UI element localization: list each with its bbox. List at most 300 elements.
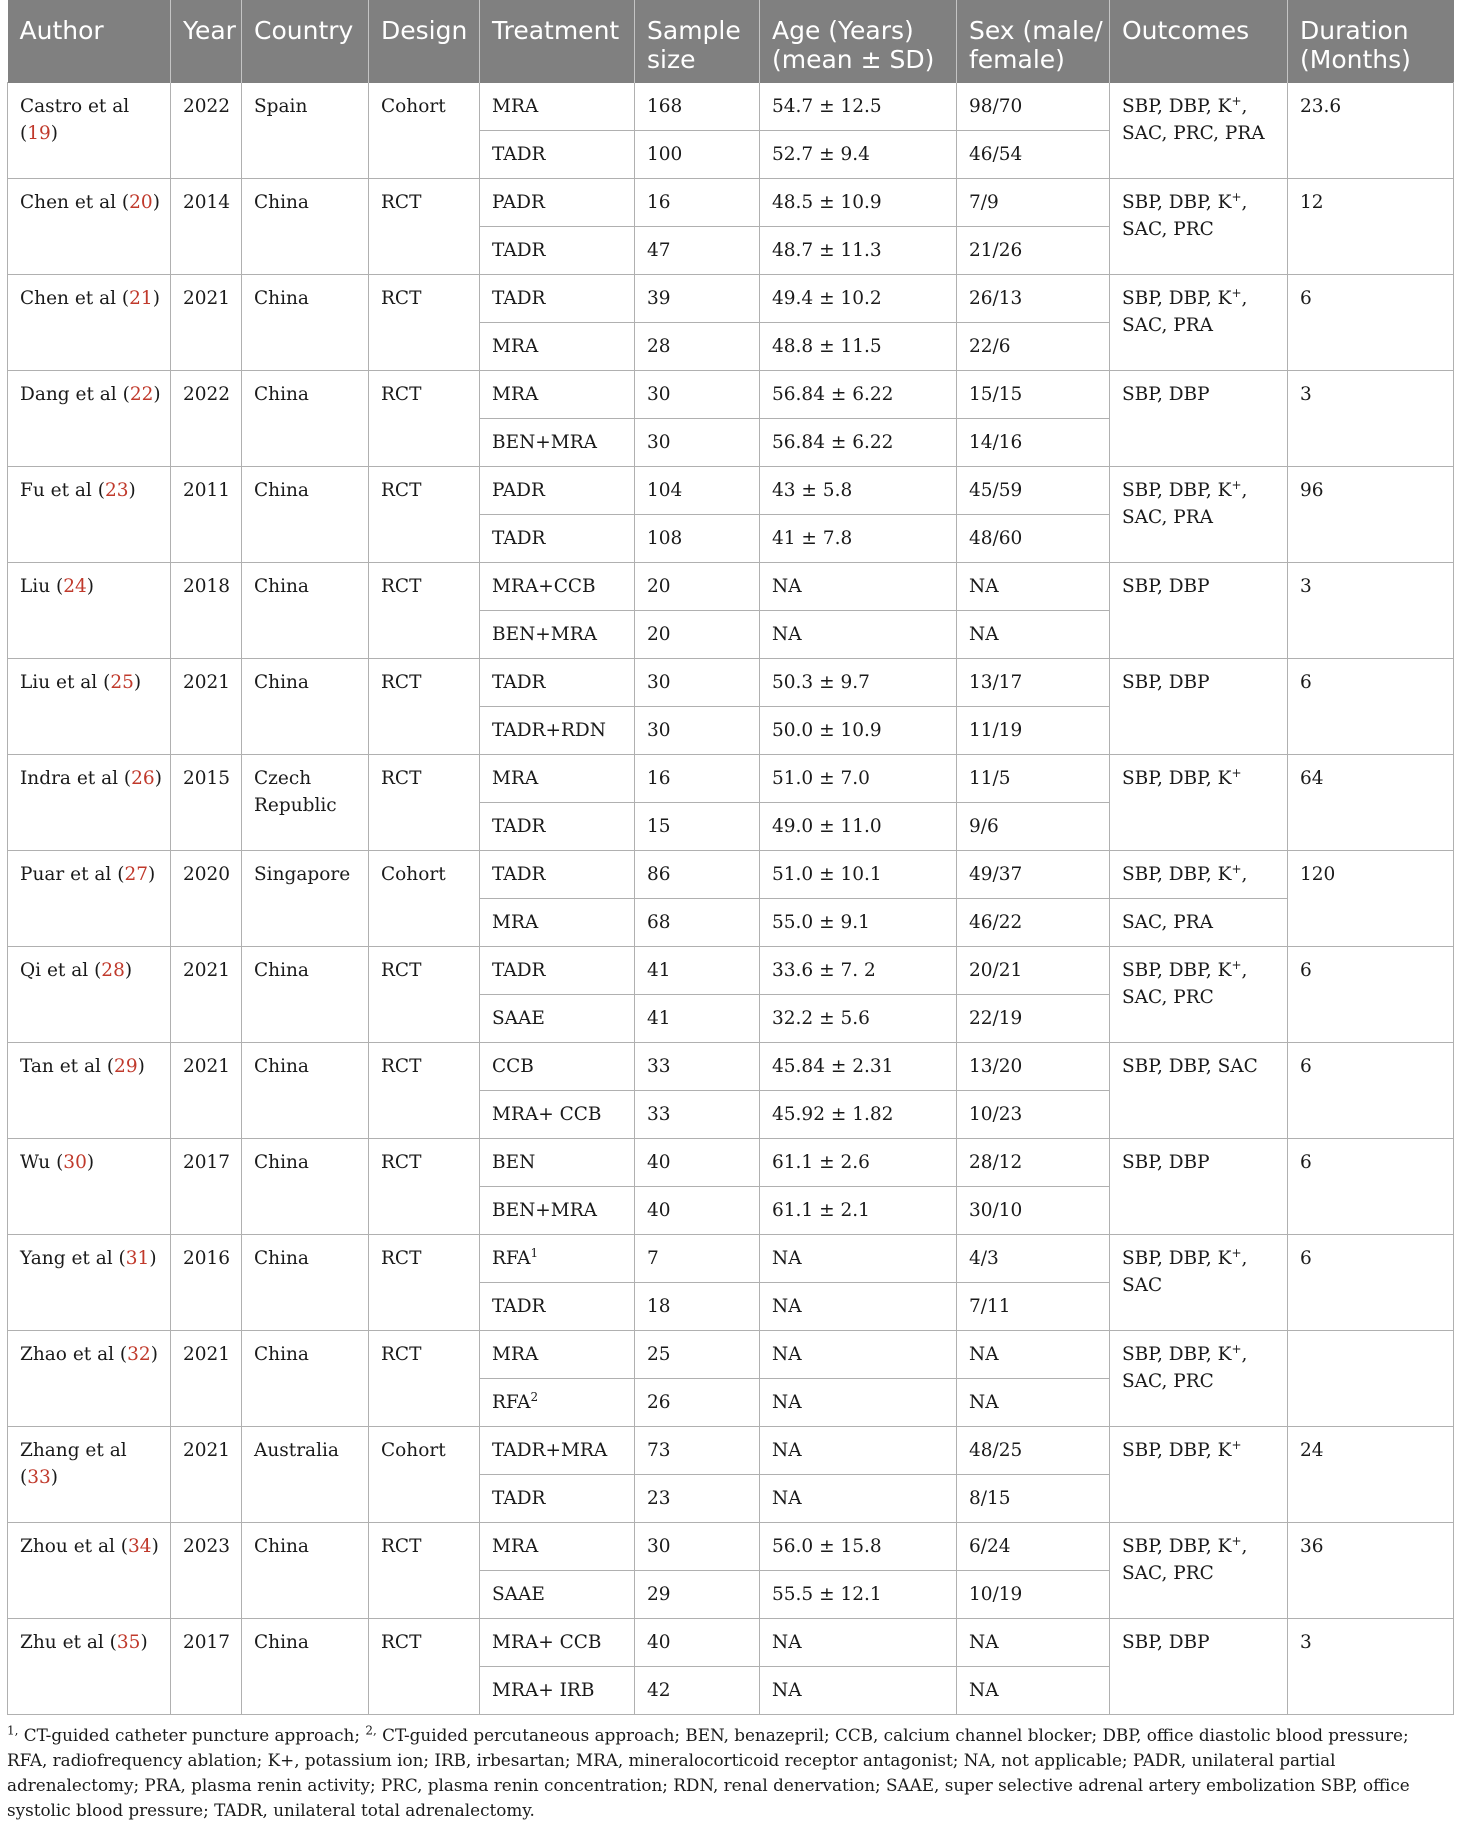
treatment-cell: MRA (480, 323, 635, 371)
age-cell: 55.5 ± 12.1 (760, 1571, 957, 1619)
duration-cell: 96 (1288, 467, 1454, 563)
age-cell: 51.0 ± 10.1 (760, 851, 957, 899)
reference-link[interactable]: 30 (63, 1152, 87, 1173)
age-cell: 51.0 ± 7.0 (760, 755, 957, 803)
age-cell: 56.84 ± 6.22 (760, 371, 957, 419)
outcomes-cell: SBP, DBP, K+, SAC, PRC (1110, 947, 1288, 1043)
table-footnote: $^{1,}$ CT-guided catheter puncture approach; $^{2,}$ CT-guided percutaneous approach; BEN, benazepril; CCB, calcium channel blocker; DBP, office diastolic blood pressure; RFA, radiofrequency ablation; K+, potassium ion; IRB, irbesartan; MRA, mineralocorticoid receptor antagonist; NA, not applicable; PADR, unilateral partial adrenalectomy; PRA, plasma renin activity; PRC, plasma renin concentration; RDN, renal denervation; SAAE, super selective adrenal artery embolization SBP, office systolic blood pressure; TADR, unilateral total adrenalectomy. (7, 1723, 1410, 1820)
treatment-cell: MRA (480, 899, 635, 947)
table-row (8, 179, 1454, 227)
age-cell: 50.3 ± 9.7 (760, 659, 957, 707)
design-cell: RCT (369, 275, 480, 371)
author-cell: Zhao et al (32) (8, 1331, 171, 1427)
duration-cell: 23.6 (1288, 83, 1454, 179)
year-cell: 2017 (171, 1139, 242, 1235)
table-row (8, 1139, 1454, 1187)
duration-cell: 24 (1288, 1427, 1454, 1523)
age-cell: NA (760, 1283, 957, 1331)
author-name: Zhu et al (20, 1632, 104, 1653)
study-table-container (7, 0, 1453, 1823)
design-cell: RCT (369, 659, 480, 755)
treatment-cell: PADR (480, 467, 635, 515)
duration-cell: 12 (1288, 179, 1454, 275)
country-cell: Spain (242, 83, 369, 179)
year-cell: 2021 (171, 1043, 242, 1139)
sex-cell: 14/16 (957, 419, 1110, 467)
sample-size-cell: 30 (635, 1523, 760, 1571)
year-cell: 2023 (171, 1523, 242, 1619)
reference-link[interactable]: 35 (116, 1632, 141, 1653)
sex-cell: NA (957, 1619, 1110, 1667)
sample-size-cell: 168 (635, 83, 760, 131)
author-name: Puar et al (20, 864, 112, 885)
table-row (8, 371, 1454, 419)
table-header-row (8, 0, 1454, 83)
sample-size-cell: 40 (635, 1619, 760, 1667)
reference-link[interactable]: 24 (63, 576, 87, 597)
design-cell: Cohort (369, 1427, 480, 1523)
duration-cell: 36 (1288, 1523, 1454, 1619)
author-cell: Liu (24) (8, 563, 171, 659)
duration-cell: 6 (1288, 947, 1454, 1043)
author-name: Castro et al (20, 96, 130, 117)
duration-cell: 120 (1288, 851, 1454, 947)
table-row (8, 659, 1454, 707)
author-cell: Wu (30) (8, 1139, 171, 1235)
age-cell: NA (760, 1331, 957, 1379)
duration-cell: 6 (1288, 1043, 1454, 1139)
duration-cell: 6 (1288, 659, 1454, 755)
sex-cell: 98/70 (957, 83, 1110, 131)
sex-cell: 30/10 (957, 1187, 1110, 1235)
age-cell: NA (760, 611, 957, 659)
sample-size-cell: 7 (635, 1235, 760, 1283)
age-cell: NA (760, 1475, 957, 1523)
reference-link[interactable]: 31 (125, 1248, 150, 1269)
age-cell: 56.0 ± 15.8 (760, 1523, 957, 1571)
country-cell: China (242, 1619, 369, 1715)
country-cell: China (242, 275, 369, 371)
treatment-cell: TADR (480, 1283, 635, 1331)
age-cell: 61.1 ± 2.1 (760, 1187, 957, 1235)
author-cell: Zhou et al (34) (8, 1523, 171, 1619)
author-name: Zhang et al (20, 1440, 127, 1461)
year-cell: 2016 (171, 1235, 242, 1331)
sample-size-cell: 30 (635, 659, 760, 707)
treatment-cell: TADR (480, 659, 635, 707)
table-row (8, 755, 1454, 803)
design-cell: Cohort (369, 851, 480, 947)
outcomes-cell: SBP, DBP, K+, SAC, PRC (1110, 1331, 1288, 1427)
sex-cell: 46/22 (957, 899, 1110, 947)
year-cell: 2017 (171, 1619, 242, 1715)
age-cell: 45.92 ± 1.82 (760, 1091, 957, 1139)
design-cell: RCT (369, 1619, 480, 1715)
reference-link[interactable]: 26 (131, 768, 155, 789)
sample-size-cell: 28 (635, 323, 760, 371)
reference-link[interactable]: 23 (104, 480, 129, 501)
outcomes-cell: SBP, DBP (1110, 563, 1288, 659)
year-cell: 2020 (171, 851, 242, 947)
design-cell: RCT (369, 467, 480, 563)
header-sex: Sex (male/ female) (957, 0, 1110, 83)
sample-size-cell: 15 (635, 803, 760, 851)
outcomes-cell: SBP, DBP, K+ (1110, 755, 1288, 851)
author-name: Indra et al (20, 768, 119, 789)
reference-link[interactable]: 27 (124, 864, 148, 885)
age-cell: 48.8 ± 11.5 (760, 323, 957, 371)
table-row (8, 1235, 1454, 1283)
treatment-cell: RFA$^1$ (480, 1235, 635, 1283)
outcomes-cell: SBP, DBP (1110, 1619, 1288, 1715)
reference-link[interactable]: 25 (110, 672, 134, 693)
duration-cell: 3 (1288, 563, 1454, 659)
header-country: Country (242, 0, 369, 83)
country-cell: Singapore (242, 851, 369, 947)
sex-cell: 13/17 (957, 659, 1110, 707)
design-cell: Cohort (369, 83, 480, 179)
sex-cell: 22/6 (957, 323, 1110, 371)
table-row (8, 563, 1454, 611)
sex-cell: 46/54 (957, 131, 1110, 179)
outcomes-cell: SBP, DBP, K+, SAC (1110, 1235, 1288, 1331)
sex-cell: 4/3 (957, 1235, 1110, 1283)
treatment-cell: TADR+MRA (480, 1427, 635, 1475)
sample-size-cell: 26 (635, 1379, 760, 1427)
design-cell: RCT (369, 1523, 480, 1619)
country-cell: China (242, 1043, 369, 1139)
outcomes-cell: SBP, DBP (1110, 1139, 1288, 1235)
age-cell: 33.6 ± 7. 2 (760, 947, 957, 995)
duration-cell: 6 (1288, 1235, 1454, 1331)
reference-link[interactable]: 22 (129, 384, 154, 405)
sex-cell: 21/26 (957, 227, 1110, 275)
sex-cell: 10/23 (957, 1091, 1110, 1139)
treatment-cell: MRA (480, 83, 635, 131)
sample-size-cell: 108 (635, 515, 760, 563)
header-age: Age (Years) (mean ± SD) (760, 0, 957, 83)
sex-cell: 8/15 (957, 1475, 1110, 1523)
age-cell: 61.1 ± 2.6 (760, 1139, 957, 1187)
country-cell: China (242, 1331, 369, 1427)
design-cell: RCT (369, 1139, 480, 1235)
sample-size-cell: 68 (635, 899, 760, 947)
age-cell: NA (760, 1235, 957, 1283)
table-row (8, 467, 1454, 515)
author-name: Tan et al (20, 1056, 101, 1077)
design-cell: RCT (369, 179, 480, 275)
reference-link[interactable]: 32 (127, 1344, 151, 1365)
sex-cell: 22/19 (957, 995, 1110, 1043)
sex-cell: 15/15 (957, 371, 1110, 419)
design-cell: RCT (369, 1235, 480, 1331)
author-cell: Zhang et al (33) (8, 1427, 171, 1523)
table-row (8, 851, 1454, 899)
treatment-cell: MRA (480, 1523, 635, 1571)
country-cell: China (242, 1523, 369, 1619)
outcomes-cell: SBP, DBP, K+, SAC, PRA (1110, 275, 1288, 371)
sex-cell: 45/59 (957, 467, 1110, 515)
age-cell: 49.4 ± 10.2 (760, 275, 957, 323)
year-cell: 2021 (171, 275, 242, 371)
treatment-cell: MRA+ CCB (480, 1619, 635, 1667)
sex-cell: 7/11 (957, 1283, 1110, 1331)
age-cell: 32.2 ± 5.6 (760, 995, 957, 1043)
sex-cell: 9/6 (957, 803, 1110, 851)
age-cell: 41 ± 7.8 (760, 515, 957, 563)
author-cell: Zhu et al (35) (8, 1619, 171, 1715)
sample-size-cell: 33 (635, 1091, 760, 1139)
reference-link[interactable]: 34 (128, 1536, 152, 1557)
header-treatment: Treatment (480, 0, 635, 83)
treatment-cell: TADR (480, 803, 635, 851)
sample-size-cell: 33 (635, 1043, 760, 1091)
year-cell: 2021 (171, 947, 242, 1043)
author-cell: Puar et al (27) (8, 851, 171, 947)
author-cell: Chen et al (20) (8, 179, 171, 275)
author-name: Liu (20, 576, 51, 597)
author-cell: Indra et al (26) (8, 755, 171, 851)
duration-cell: 6 (1288, 275, 1454, 371)
sample-size-cell: 40 (635, 1139, 760, 1187)
treatment-cell: TADR (480, 515, 635, 563)
sex-cell: NA (957, 1379, 1110, 1427)
country-cell: Czech Republic (242, 755, 369, 851)
reference-link[interactable]: 21 (129, 288, 153, 309)
outcomes-cell: SBP, DBP (1110, 371, 1288, 467)
author-name: Fu et al (20, 480, 92, 501)
sample-size-cell: 30 (635, 707, 760, 755)
age-cell: NA (760, 1619, 957, 1667)
table-row (8, 1043, 1454, 1091)
design-cell: RCT (369, 755, 480, 851)
year-cell: 2014 (171, 179, 242, 275)
sample-size-cell: 20 (635, 563, 760, 611)
sample-size-cell: 104 (635, 467, 760, 515)
treatment-cell: TADR (480, 131, 635, 179)
table-row (8, 1427, 1454, 1475)
reference-link[interactable]: 28 (101, 960, 125, 981)
author-cell: Castro et al (19) (8, 83, 171, 179)
country-cell: China (242, 947, 369, 1043)
sex-cell: 26/13 (957, 275, 1110, 323)
author-name: Dang et al (20, 384, 117, 405)
sex-cell: NA (957, 1667, 1110, 1715)
table-row (8, 275, 1454, 323)
sex-cell: 7/9 (957, 179, 1110, 227)
treatment-cell: TADR (480, 947, 635, 995)
country-cell: Australia (242, 1427, 369, 1523)
outcomes-cell: SAC, PRA (1110, 899, 1288, 947)
author-name: Yang et al (20, 1248, 113, 1269)
treatment-cell: MRA+ CCB (480, 1091, 635, 1139)
treatment-cell: MRA (480, 371, 635, 419)
treatment-cell: TADR (480, 851, 635, 899)
sample-size-cell: 40 (635, 1187, 760, 1235)
age-cell: 56.84 ± 6.22 (760, 419, 957, 467)
outcomes-cell: SBP, DBP, SAC (1110, 1043, 1288, 1139)
treatment-cell: RFA$^2$ (480, 1379, 635, 1427)
header-sample-size: Sample size (635, 0, 760, 83)
sample-size-cell: 16 (635, 179, 760, 227)
header-year: Year (171, 0, 242, 83)
age-cell: 48.7 ± 11.3 (760, 227, 957, 275)
header-duration: Duration (Months) (1288, 0, 1454, 83)
sex-cell: 6/24 (957, 1523, 1110, 1571)
sample-size-cell: 30 (635, 371, 760, 419)
sample-size-cell: 86 (635, 851, 760, 899)
sex-cell: 49/37 (957, 851, 1110, 899)
outcomes-cell: SBP, DBP, K+, (1110, 851, 1288, 899)
author-cell: Qi et al (28) (8, 947, 171, 1043)
age-cell: NA (760, 1379, 957, 1427)
author-cell: Fu et al (23) (8, 467, 171, 563)
country-cell: China (242, 659, 369, 755)
duration-cell: 6 (1288, 1139, 1454, 1235)
treatment-cell: BEN+MRA (480, 419, 635, 467)
sample-size-cell: 41 (635, 995, 760, 1043)
age-cell: 54.7 ± 12.5 (760, 83, 957, 131)
duration-cell: 3 (1288, 1619, 1454, 1715)
study-characteristics-table (7, 0, 1454, 1715)
year-cell: 2018 (171, 563, 242, 659)
header-author: Author (8, 0, 171, 83)
treatment-cell: SAAE (480, 995, 635, 1043)
duration-cell: 64 (1288, 755, 1454, 851)
sex-cell: 48/60 (957, 515, 1110, 563)
outcomes-cell: SBP, DBP, K+, SAC, PRC (1110, 1523, 1288, 1619)
sample-size-cell: 18 (635, 1283, 760, 1331)
reference-link[interactable]: 19 (27, 123, 51, 144)
author-name: Chen et al (20, 192, 117, 213)
year-cell: 2011 (171, 467, 242, 563)
table-body (8, 83, 1454, 1715)
sample-size-cell: 23 (635, 1475, 760, 1523)
author-name: Zhou et al (20, 1536, 115, 1557)
header-outcomes: Outcomes (1110, 0, 1288, 83)
design-cell: RCT (369, 563, 480, 659)
outcomes-cell: SBP, DBP, K+, SAC, PRC, PRA (1110, 83, 1288, 179)
year-cell: 2021 (171, 1331, 242, 1427)
design-cell: RCT (369, 1331, 480, 1427)
country-cell: China (242, 1235, 369, 1331)
sex-cell: 20/21 (957, 947, 1110, 995)
design-cell: RCT (369, 1043, 480, 1139)
table-row (8, 1331, 1454, 1379)
age-cell: NA (760, 1427, 957, 1475)
age-cell: 43 ± 5.8 (760, 467, 957, 515)
treatment-cell: MRA (480, 1331, 635, 1379)
sex-cell: NA (957, 1331, 1110, 1379)
reference-link[interactable]: 33 (27, 1467, 51, 1488)
author-cell: Dang et al (22) (8, 371, 171, 467)
sample-size-cell: 73 (635, 1427, 760, 1475)
sex-cell: 48/25 (957, 1427, 1110, 1475)
table-row (8, 1523, 1454, 1571)
year-cell: 2015 (171, 755, 242, 851)
sample-size-cell: 100 (635, 131, 760, 179)
sex-cell: NA (957, 563, 1110, 611)
treatment-cell: MRA (480, 755, 635, 803)
treatment-cell: CCB (480, 1043, 635, 1091)
sample-size-cell: 39 (635, 275, 760, 323)
country-cell: China (242, 467, 369, 563)
sex-cell: 28/12 (957, 1139, 1110, 1187)
outcomes-cell: SBP, DBP (1110, 659, 1288, 755)
sample-size-cell: 47 (635, 227, 760, 275)
design-cell: RCT (369, 947, 480, 1043)
design-cell: RCT (369, 371, 480, 467)
treatment-cell: TADR+RDN (480, 707, 635, 755)
age-cell: 55.0 ± 9.1 (760, 899, 957, 947)
sample-size-cell: 42 (635, 1667, 760, 1715)
reference-link[interactable]: 20 (129, 192, 153, 213)
treatment-cell: SAAE (480, 1571, 635, 1619)
reference-link[interactable]: 29 (114, 1056, 138, 1077)
age-cell: NA (760, 1667, 957, 1715)
sex-cell: NA (957, 611, 1110, 659)
treatment-cell: MRA+ IRB (480, 1667, 635, 1715)
year-cell: 2022 (171, 371, 242, 467)
treatment-cell: MRA+CCB (480, 563, 635, 611)
duration-cell: 3 (1288, 371, 1454, 467)
outcomes-cell: SBP, DBP, K+, SAC, PRC (1110, 179, 1288, 275)
table-row (8, 947, 1454, 995)
sample-size-cell: 41 (635, 947, 760, 995)
table-row (8, 83, 1454, 131)
sample-size-cell: 30 (635, 419, 760, 467)
outcomes-cell: SBP, DBP, K+, SAC, PRA (1110, 467, 1288, 563)
treatment-cell: TADR (480, 227, 635, 275)
treatment-cell: BEN+MRA (480, 1187, 635, 1235)
author-cell: Yang et al (31) (8, 1235, 171, 1331)
age-cell: 50.0 ± 10.9 (760, 707, 957, 755)
age-cell: NA (760, 563, 957, 611)
sex-cell: 13/20 (957, 1043, 1110, 1091)
sex-cell: 11/5 (957, 755, 1110, 803)
author-cell: Chen et al (21) (8, 275, 171, 371)
treatment-cell: BEN (480, 1139, 635, 1187)
duration-cell (1288, 1331, 1454, 1427)
age-cell: 48.5 ± 10.9 (760, 179, 957, 227)
country-cell: China (242, 1139, 369, 1235)
header-design: Design (369, 0, 480, 83)
author-name: Wu (20, 1152, 51, 1173)
year-cell: 2022 (171, 83, 242, 179)
author-cell: Liu et al (25) (8, 659, 171, 755)
author-name: Qi et al (20, 960, 89, 981)
outcomes-cell: SBP, DBP, K+ (1110, 1427, 1288, 1523)
country-cell: China (242, 563, 369, 659)
author-name: Liu et al (20, 672, 98, 693)
author-name: Zhao et al (20, 1344, 115, 1365)
sample-size-cell: 20 (635, 611, 760, 659)
year-cell: 2021 (171, 659, 242, 755)
treatment-cell: TADR (480, 1475, 635, 1523)
country-cell: China (242, 371, 369, 467)
year-cell: 2021 (171, 1427, 242, 1523)
sex-cell: 11/19 (957, 707, 1110, 755)
age-cell: 45.84 ± 2.31 (760, 1043, 957, 1091)
age-cell: 49.0 ± 11.0 (760, 803, 957, 851)
sample-size-cell: 16 (635, 755, 760, 803)
sample-size-cell: 29 (635, 1571, 760, 1619)
author-name: Chen et al (20, 288, 117, 309)
sex-cell: 10/19 (957, 1571, 1110, 1619)
treatment-cell: PADR (480, 179, 635, 227)
treatment-cell: BEN+MRA (480, 611, 635, 659)
author-cell: Tan et al (29) (8, 1043, 171, 1139)
